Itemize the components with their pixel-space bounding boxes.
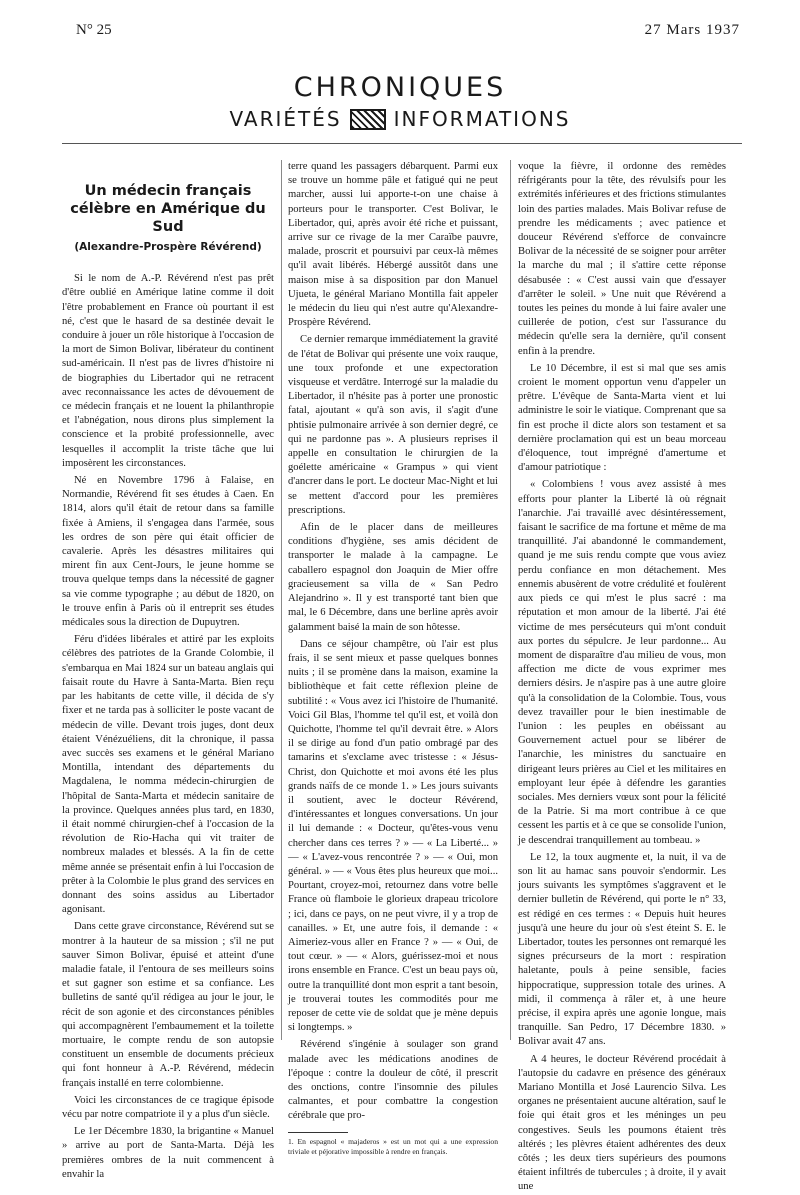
paragraph: A 4 heures, le docteur Révérend procédait à l'autopsie du cadavre en présence des généraux Mariano Montilla et José Laurencio Silva. Les organes ne présentaient aucune altération, sauf le foie qui était gros et les méninges un peu congestives. Seuls les poumons étaient très altérés ; les plèvres étaient adhérentes des deux côtés ; les deux tiers supérieurs des poumons étaient infiltrés de tubercules ; à droite, il y avait une <box>518 1053 726 1193</box>
article-title: Un médecin français célèbre en Amérique du Sud <box>70 183 266 235</box>
footnote-divider <box>288 1132 348 1133</box>
decorative-ornament-icon <box>350 109 386 130</box>
paragraph: Dans ce séjour champêtre, où l'air est plus frais, il se sent mieux et passe quelques bonnes nuits ; il se promène dans la maison, examine la bibliothèque et fait cette réflexion pleine de subtilité : « Vous avez ici l'histoire de l'humanité. Voici Gil Blas, l'homme tel qu'il est, et voilà don Quichotte, l'homme tel qu'il devrait être. » Alors il se dirige au fond d'un patio ombragé par des tamarins et s'exclame avec tristesse : « Jésus-Christ, don Quichotte et moi avons été les plus grands naïfs de ce monde 1. » Les jours suivants il soutient, avec le docteur Révérend, d'intéressantes et longues conversations. Un jour il lui demande : « Docteur, qu'êtes-vous venu chercher dans ces terres ? » — « La Liberté... » — « L'avez-vous rencontrée ? » — « Oui, mon général. » — « Vous êtes plus heureux que moi... Pourtant, croyez-moi, retournez dans votre belle France où flamboie le glorieux drapeau tricolore ; ici, dans ce pays, on ne peut vivre, il y a trop de canailles. » Et, une autre fois, il demande : « Aimeriez-vous aller en France ? » — « Oui, de tout cœur. » — « Alors, guérissez-moi et nous irons ensemble en France. C'est un beau pays où, outre la tranquillité dont mon esprit a tant besoin, je trouverai toutes les commodités pour me reposer de cette vie de soldat que je mène depuis si longtemps. » <box>288 638 498 1034</box>
paragraph: Le 10 Décembre, il est si mal que ses amis croient le moment opportun venu d'appeler un prêtre. L'évêque de Santa-Marta vient et lui administre le soir le viatique. Comprenant que sa fin est proche il dicte alors son testament et sa dernière proclamation qui est un beau morceau d'éloquence, tout imprégné d'amertume et d'amour patriotique : <box>518 362 726 474</box>
masthead-left-word: VARIÉTÉS <box>229 107 342 131</box>
paragraph: Ce dernier remarque immédiatement la gravité de l'état de Bolivar qui présente une voix rauque, une toux profonde et une expectoration visqueuse et verdâtre. Interrogé sur la maladie du Libertador, il n'hésite pas à porter une pronostic fatal, ajoutant « qu'à son avis, il s'agit d'une phtisie pulmonaire arrivée à son dernier degré, ce qui ne pardonne pas ». A plusieurs reprises il appelle en consultation le chirurgien de la goélette américaine « Grampus » qui vient d'ancrer dans le port. Le docteur Mac-Night et lui se mettent d'accord pour les premières prescriptions. <box>288 334 498 516</box>
paragraph: Dans cette grave circonstance, Révérend sut se montrer à la hauteur de sa mission ; s'il ne put sauver Simon Bolivar, épuisé et atteint d'une maladie fatale, il l'entoura de ses meilleurs soins et sut gagner son estime et sa confiance. Les bulletins de santé qu'il rédigea au jour le jour, le récit de son agonie et des circonstances pénibles qui accompagnèrent l'embaumement et la toilette mortuaire, le compte rendu de son autopsie constituent un ensemble de documents précieux qui font honneur à A.-P. Révérend, médecin français installé en terre colombienne. <box>62 921 274 1089</box>
issue-date: 27 Mars 1937 <box>644 22 740 38</box>
paragraph: Né en Novembre 1796 à Falaise, en Normandie, Révérend fit ses études à Caen. En 1814, alors qu'il était de retour dans sa famille fixée à Amiens, il s'engagea dans l'armée, sous les ordres de son père qui était officier de cavalerie. Après les désastres militaires qui mirent fin aux Cent-Jours, le jeune homme se trouva quelque temps dans la nécessité de gagner sa vie comme typographe ; au début de 1820, on le trouve enfin à Paris où il entreprit ses études médicales sous la direction de Dupuytren. <box>62 475 274 629</box>
masthead-subtitle-row <box>0 107 800 131</box>
paragraph: Si le nom de A.-P. Révérend n'est pas prêt d'être oublié en Amérique latine comme il doit l'être probablement en France où pourtant il est né, c'est que le hasard de sa destinée devait le conduire à jouer un rôle historique à l'occasion de la mort de Simon Bolivar, libérateur du continent sud-américain. Il n'est pas de livres d'histoire ni de biographies du Libertador qui ne retracent avec reconnaissance les actes de dévouement de ce médecin français et ne louent la philanthropie et l'abnégation, nous dirons plus simplement la conscience et la probité professionnelle, avec lesquelles il accomplit la triste tâche que lui imposèrent les circonstances. <box>62 273 274 469</box>
article-column-1 <box>62 160 274 1180</box>
page-number: N° 25 <box>76 22 112 38</box>
article-column-3 <box>518 160 726 1193</box>
paragraph: voque la fièvre, il ordonne des remèdes réfrigérants pour la tête, des révulsifs pour les extrémités inférieures et des frictions stimulantes loin des parties malades. Mais Bolivar refuse de prendre les médicaments ; avec patience et douceur Révérend s'efforce de convaincre Bolivar de la nécessité de se soigner pour arrêter la marche du mal ; il s'attire cette réponse désabusée : « C'est aussi vain que d'essayer d'arrêter le soleil. » Une nuit que Révérend a toutes les peines du monde à lui faire avaler une cuillerée de potion, c'est sur l'assurance du médecin qu'elle sera la dernière, qu'il consent enfin à la prendre. <box>518 161 726 357</box>
column-divider <box>510 160 511 1040</box>
header-divider <box>62 143 742 144</box>
column-divider <box>281 160 282 1040</box>
paragraph: Le 12, la toux augmente et, la nuit, il va de son lit au hamac sans pouvoir s'endormir. Les jours suivants les symptômes s'aggravent et le dernier bulletin de Révérend, qui porte le n° 33, est rédigé en ces termes : « Depuis huit heures jusqu'à une heure du jour où s'est éteint S. E. le Libertador, toutes les personnes ont remarqué les signes précurseurs de la mort : respiration haletante, pouls à peine sensible, facies hippocratique, suppression totale des urines. A midi, il commença à râler et, à une heure précise, il expira après une agonie longue, mais tranquille. San Pedro, 17 Décembre 1830. » Bolivar avait 47 ans. <box>518 851 726 1048</box>
masthead <box>0 72 800 131</box>
paragraph: « Colombiens ! vous avez assisté à mes efforts pour planter la Liberté là où régnait l'anarchie. J'ai travaillé avec désintéressement, faisant le sacrifice de ma fortune et même de ma tranquillité. J'ai abandonné le commandement, quand je me suis rendu compte que vous aviez perdu confiance en mon détachement. Mes ennemis abusèrent de votre crédulité et foulèrent aux pieds ce qui m'est le plus sacré : ma réputation et mon amour de la liberté. J'ai été victime de mes persécuteurs qui m'ont conduit aux portes du sépulcre. Je leur pardonne... Au moment de disparaître d'au milieu de vous, mon affection me dicte de vous exprimer mes derniers désirs. Je n'aspire pas à une autre gloire qu'à la consolidation de la Colombie. Tous, vous devez travailler pour le bien inestimable de l'union : les peuples en obéissant au Gouvernement actuel pour se libérer de l'anarchie, les ministres du sanctuaire en dirigeant leurs prières au Ciel et les militaires en employant leur épée à défendre les garanties sociales. Mes derniers vœux sont pour la félicité de la Patrie. Si ma mort contribue à ce que cessent les partis et à ce que se consolide l'union, je descendrai tranquillement au tombeau. » <box>518 479 726 846</box>
paragraph: Féru d'idées libérales et attiré par les exploits célèbres des patriotes de la Grande Colombie, il s'embarqua en Mai 1824 sur un bateau anglais qui faisait route du Havre à Santa-Marta. Bien reçu par les habitants de cette ville, il décida de s'y fixer et ne tarda pas à solliciter le poste vacant de médecin de ville. Devant trois juges, dont deux étaient Vénézuéliens, dit la chronique, il passa avec succès ses examens et le général Mariano Montilla, intendant des départements du Magdalena, le nomma médecin-chirurgien de l'hôpital de Santa-Marta et médecin sanitaire de la province. Quelques années plus tard, en 1830, il était nommé chirurgien-chef à l'occasion de la révolution de Rio-Hacha qui vit traiter de nombreux malades et blessés. A la fin de cette même année se présentait enfin à lui l'occasion de prêter à la Colombie le plus grand des services en donnant des soins assidus au Libertador agonisant. <box>62 634 274 916</box>
paragraph: terre quand les passagers débarquent. Parmi eux se trouve un homme pâle et fatigué qui ne peut marcher, aussi lui apporte-t-on une chaise à porteurs pour le transporter. C'est Bolivar, le Libertador, qui, après avoir été riche et puissant, arrive sur ce rivage de la mer Caraïbe pauvre, malade, proscrit et poursuivi par ceux-là mêmes qu'il avait libérés. Hébergé aussitôt dans une maison mise à sa disposition par don Manuel Ujueta, le général Mariano Montilla fait appeler le médecin du lieu qui n'est autre qu'Alexandre-Prospère Révérend. <box>288 161 498 329</box>
paragraph: Voici les circonstances de ce tragique épisode vécu par notre compatriote il y a plus d'un siècle. <box>62 1094 274 1120</box>
masthead-right-word: INFORMATIONS <box>393 107 571 131</box>
paragraph: Révérend s'ingénie à soulager son grand malade avec les médications anodines de l'époque : contre la douleur de côté, il prescrit des onctions, contre l'insomnie des pilules calmantes, et pour combattre la congestion cérébrale que pro- <box>288 1039 498 1122</box>
paragraph: Le 1er Décembre 1830, la brigantine « Manuel » arrive au port de Santa-Marta. Déjà les premières ombres de la nuit commencent à envahir la <box>62 1126 274 1180</box>
article-column-2 <box>288 160 498 1156</box>
masthead-title: CHRONIQUES <box>293 72 507 103</box>
footnote: 1. En espagnol « majaderos » est un mot qui a une expression triviale et péjorative impossible à rendre en français. <box>288 1136 498 1156</box>
page-header <box>76 22 740 44</box>
paragraph: Afin de le placer dans de meilleures conditions d'hygiène, ses amis décident de transporter le malade à la campagne. Le caballero espagnol don Joaquin de Mier offre gracieusement sa villa de « San Pedro Alejandrino ». Il y est transporté tant bien que mal, le 6 Décembre, dans une berline après avoir galamment baisé la main de son hôtesse. <box>288 522 498 633</box>
article-subtitle: (Alexandre-Prospère Révérend) <box>74 241 262 253</box>
